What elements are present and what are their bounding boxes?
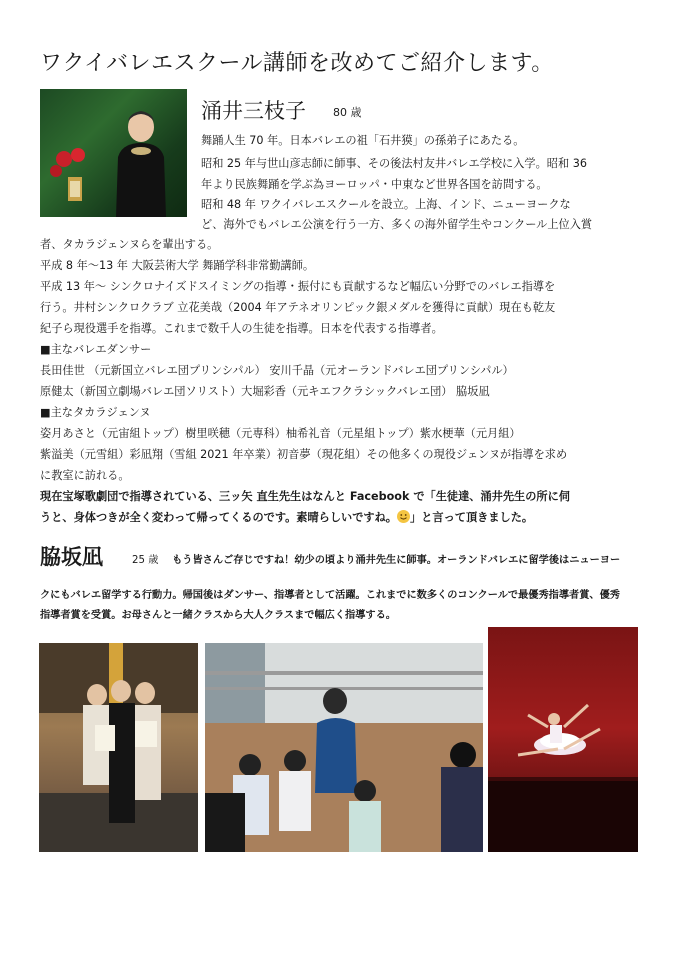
teacher1-bio-line: 平成 8 年～13 年 大阪芸術大学 舞踊学科非常勤講師。 xyxy=(40,259,315,272)
section-heading-takarasienne: ■主なタカラジェンヌ xyxy=(40,406,151,419)
performance-photo xyxy=(488,627,638,852)
teacher2-name: 脇坂凪 xyxy=(40,545,103,569)
teacher1-bio-line: 紀子ら現役選手を指導。これまで数千人の生徒を指導。日本を代表する指導者。 xyxy=(40,322,443,335)
teacher1-bio-line: 昭和 48 年 ワクイバレエスクールを設立。上海、インド、ニューヨークな xyxy=(201,198,571,211)
teacher1-age: 80 歳 xyxy=(333,106,362,119)
teacher1-bio-line: 原健太（新国立劇場バレエ団ソリスト）大堀彩香（元キエフクラシックバレエ団） 脇坂凪 xyxy=(40,385,490,398)
class-photo xyxy=(205,643,483,852)
teacher2-age: 25 歳 xyxy=(132,555,159,566)
teacher1-portrait xyxy=(108,107,174,217)
teacher1-quote-part: うと、身体つきが全く変わって帰ってくるのです。素晴らしいですね。 xyxy=(40,511,397,524)
teacher1-bio-line: 行う。井村シンクロクラブ 立花美哉（2004 年アテネオリンピック銀メダルを獲得に貢献）現在も乾友 xyxy=(40,301,556,314)
teacher1-quote-line: 現在宝塚歌劇団で指導されている、三ッ矢 直生先生はなんと Facebook で「生徒達、涌井先生の所に伺 xyxy=(40,490,570,503)
page-title: ワクイバレエスクール講師を改めてご紹介します。 xyxy=(40,51,554,76)
section-heading-ballet-dancers: ■主なバレエダンサー xyxy=(40,343,152,356)
teacher1-quote-part: 」と言って頂きました。 xyxy=(410,511,534,524)
teacher1-quote-line xyxy=(40,507,533,528)
teacher2-intro xyxy=(132,551,620,566)
teacher1-bio-line: 紫溢美（元雪組）彩凪翔（雪組 2021 年卒業）初音夢（現花組）その他多くの現役ジェンヌが指導を求め xyxy=(40,448,568,461)
teacher1-bio-line: ど、海外でもバレエ公演を行う一方、多くの海外留学生やコンクール上位入賞 xyxy=(201,218,593,231)
teacher2-bio-line: クにもバレエ留学する行動力。帰国後はダンサー、指導者として活躍。これまでに数多くのコンクールで最優秀指導者賞、優秀 xyxy=(40,590,620,601)
teacher1-bio-line: 姿月あさと（元宙組トップ）樹里咲穂（元専科）柚希礼音（元星組トップ）紫水梗華（元月組） xyxy=(40,427,521,440)
teacher2-intro-text: もう皆さんご存じですね！幼少の頃より涌井先生に師事。オーランドバレエに留学後はニューヨー xyxy=(172,555,621,566)
teacher1-bio-line: 平成 13 年～ シンクロナイズドスイミングの指導・振付にも貢献するなど幅広い分野でのバレエ指導を xyxy=(40,280,556,293)
award-photo xyxy=(39,643,198,852)
teacher1-name: 涌井三枝子 xyxy=(201,99,306,123)
teacher1-photo xyxy=(40,89,187,217)
smiling-face-icon xyxy=(397,510,410,523)
teacher1-bio-line: 昭和 25 年与世山彦志師に師事、その後法村友井バレエ学校に入学。昭和 36 xyxy=(201,157,587,170)
teacher1-bio-line: 年より民族舞踊を学ぶ為ヨーロッパ・中東など世界各国を訪問する。 xyxy=(201,178,548,191)
flowers-icon xyxy=(46,147,106,205)
teacher1-bio-line: に教室に訪れる。 xyxy=(40,469,130,482)
teacher1-bio-line: 長田佳世 （元新国立バレエ団プリンシパル） 安川千晶（元オーランドバレエ団プリンシパル） xyxy=(40,364,514,377)
teacher1-bio-line: 舞踊人生 70 年。日本バレエの祖「石井獏」の孫弟子にあたる。 xyxy=(201,134,525,147)
teacher1-bio-line: 者、タカラジェンヌらを輩出する。 xyxy=(40,238,219,251)
teacher2-bio-line: 指導者賞を受賞。お母さんと一緒クラスから大人クラスまで幅広く指導する。 xyxy=(40,610,396,621)
